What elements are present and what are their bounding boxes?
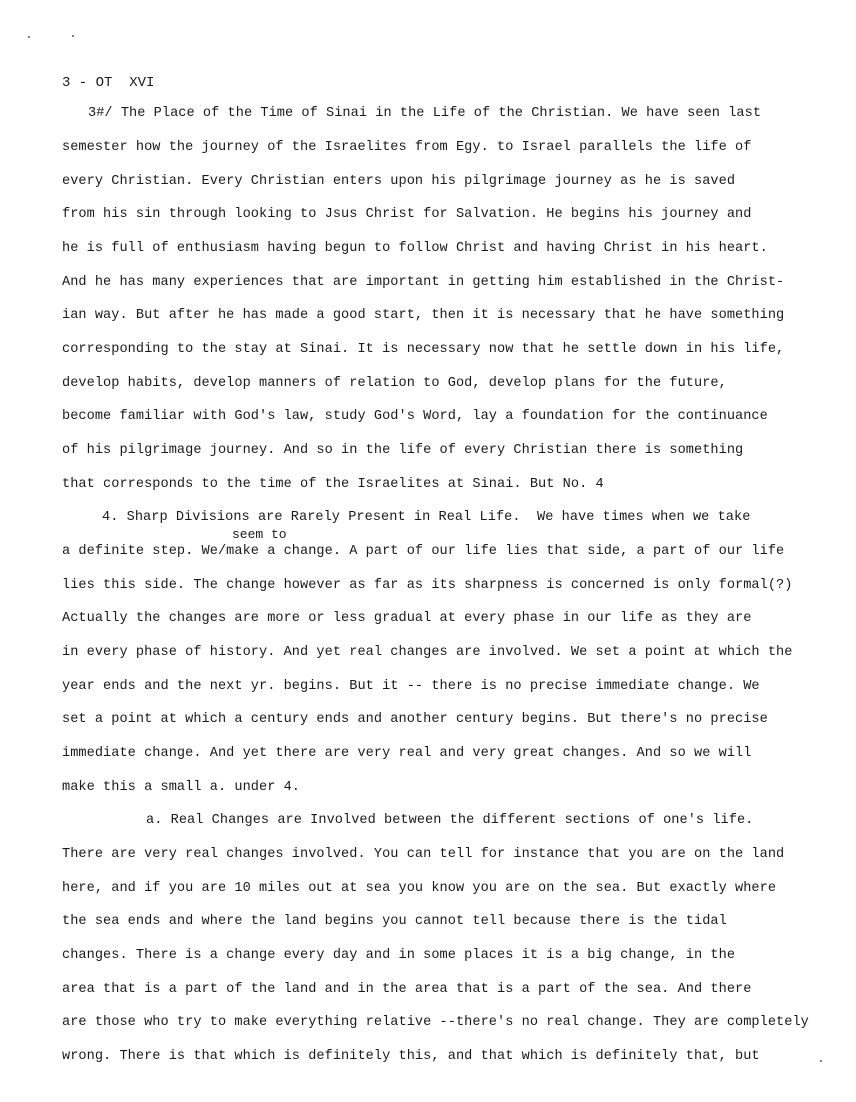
section-heading-line: 4. Sharp Divisions are Rarely Present in Real Life. We have times when we take [102, 510, 751, 525]
text-line: area that is a part of the land and in the area that is a part of the sea. And there [62, 982, 752, 997]
text-line: There are very real changes involved. You can tell for instance that you are on the land [62, 847, 785, 862]
text-line: every Christian. Every Christian enters upon his pilgrimage journey as he is saved [62, 174, 736, 189]
scan-speck [820, 1060, 822, 1062]
interlinear-note: seem to [232, 527, 287, 542]
text-line: 3#/ The Place of the Time of Sinai in the Life of the Christian. We have seen last [88, 106, 762, 121]
text-line: immediate change. And yet there are very real and very great changes. And so we will [62, 746, 752, 761]
text-line: in every phase of history. And yet real changes are involved. We set a point at which the [62, 645, 793, 660]
text-line: he is full of enthusiasm having begun to follow Christ and having Christ in his heart. [62, 241, 768, 256]
text-line: Actually the changes are more or less gradual at every phase in our life as they are [62, 611, 752, 626]
text-line: year ends and the next yr. begins. But it -- there is no precise immediate change. We [62, 679, 760, 694]
text-line: corresponding to the stay at Sinai. It is necessary now that he settle down in his life, [62, 342, 785, 357]
text-line: ian way. But after he has made a good start, then it is necessary that he have something [62, 308, 785, 323]
text-line: the sea ends and where the land begins you cannot tell because there is the tidal [62, 914, 727, 929]
text-line: And he has many experiences that are important in getting him established in the Christ- [62, 275, 785, 290]
text-line: wrong. There is that which is definitely this, and that which is definitely that, but [62, 1049, 760, 1064]
text-line: from his sin through looking to Jsus Christ for Salvation. He begins his journey and [62, 207, 752, 222]
scan-speck [28, 36, 30, 38]
text-line: that corresponds to the time of the Israelites at Sinai. But No. 4 [62, 477, 604, 492]
scan-speck [72, 35, 74, 37]
text-line: develop habits, develop manners of relation to God, develop plans for the future, [62, 376, 727, 391]
text-line: lies this side. The change however as far as its sharpness is concerned is only formal(?) [62, 578, 793, 593]
subsection-heading-line: a. Real Changes are Involved between the different sections of one's life. [146, 813, 754, 828]
text-line: here, and if you are 10 miles out at sea you know you are on the sea. But exactly where [62, 881, 777, 896]
page-header: 3 - OT XVI [62, 75, 155, 91]
text-line: become familiar with God's law, study God's Word, lay a foundation for the continuance [62, 409, 768, 424]
text-line: are those who try to make everything relative --there's no real change. They are completely [62, 1015, 809, 1030]
text-line: a definite step. We/make a change. A part of our life lies that side, a part of our life [62, 544, 785, 559]
text-line: changes. There is a change every day and in some places it is a big change, in the [62, 948, 736, 963]
text-line: set a point at which a century ends and another century begins. But there's no precise [62, 712, 768, 727]
text-line: make this a small a. under 4. [62, 780, 301, 795]
text-line: of his pilgrimage journey. And so in the life of every Christian there is something [62, 443, 744, 458]
text-line: semester how the journey of the Israelites from Egy. to Israel parallels the life of [62, 140, 752, 155]
